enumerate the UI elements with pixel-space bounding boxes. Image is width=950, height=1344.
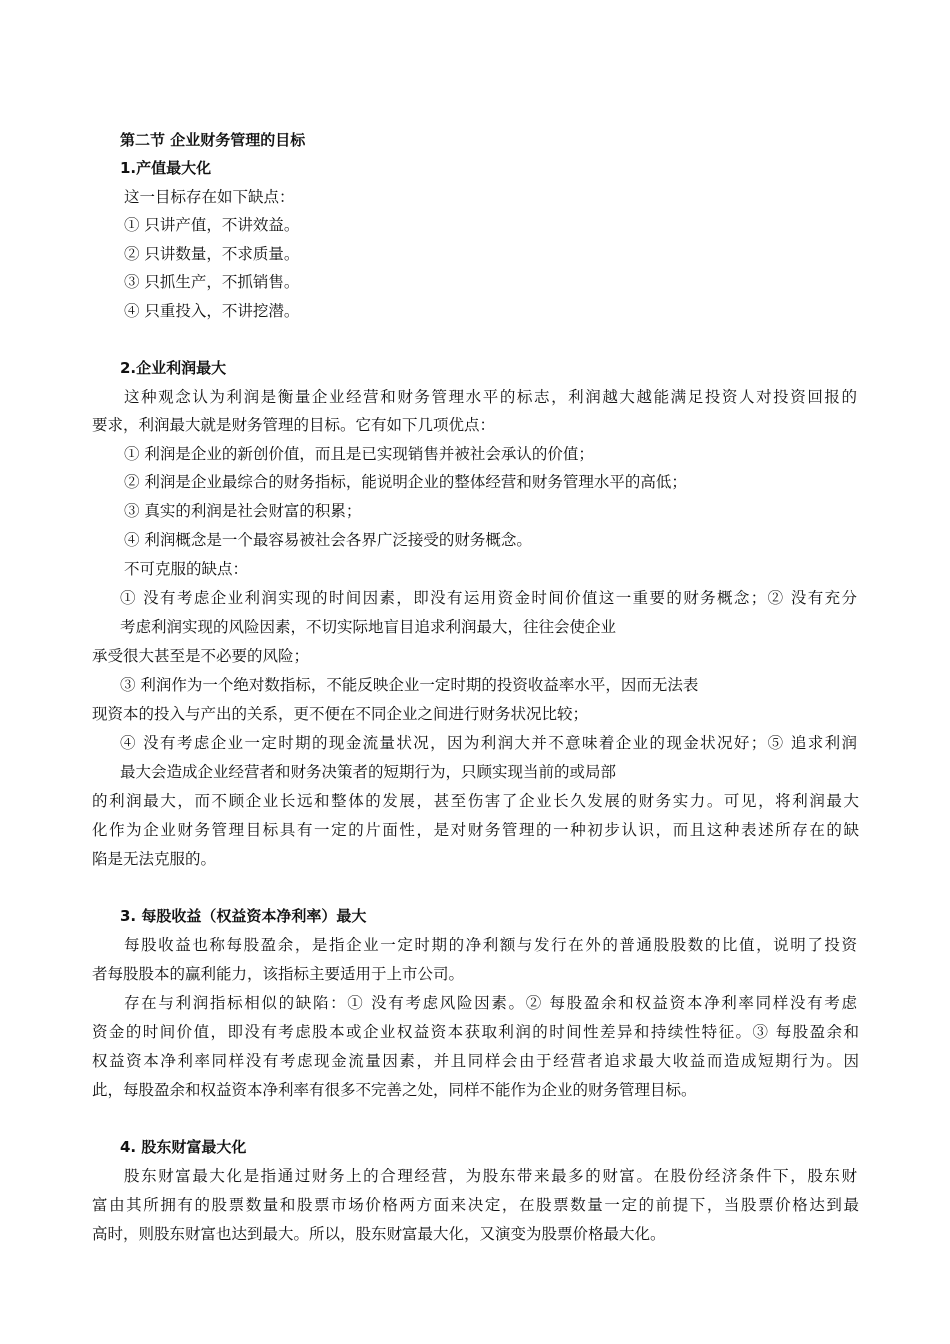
- s2-drawback-line: 最大会造成企业经营者和财务决策者的短期行为，只顾实现当前的或局部: [120, 763, 617, 781]
- s2-advantage-item: ④ 利润概念是一个最容易被社会各界广泛接受的财务概念。: [124, 531, 532, 549]
- s3-paragraph-line: 资金的时间价值，即没有考虑股本或企业权益资本获取利润的时间性差异和持续性特征。③ 每股盈余和: [92, 1023, 859, 1041]
- s2-drawback-line: 现资本的投入与产出的关系，更不便在不同企业之间进行财务状况比较；: [92, 705, 589, 723]
- s2-drawback-line: 的利润最大，而不顾企业长远和整体的发展，甚至伤害了企业长久发展的财务实力。可见，将利润最大: [92, 792, 859, 810]
- s4-paragraph-line: 股东财富最大化是指通过财务上的合理经营，为股东带来最多的财富。在股份经济条件下，股东财: [124, 1167, 857, 1185]
- s4-paragraph-line: 富由其所拥有的股票数量和股票市场价格两方面来决定，在股票数量一定的前提下，当股票价格达到最: [92, 1196, 859, 1214]
- s2-drawback-line: ① 没有考虑企业利润实现的时间因素，即没有运用资金时间价值这一重要的财务概念；② 没有充分: [120, 589, 857, 607]
- s1-item: ① 只讲产值，不讲效益。: [124, 216, 300, 234]
- heading-eps-maximization: 3. 每股收益（权益资本净利率）最大: [120, 907, 367, 925]
- s2-drawback-line: ④ 没有考虑企业一定时期的现金流量状况，因为利润大并不意味着企业的现金状况好；⑤ 追求利润: [120, 734, 857, 752]
- s3-paragraph-line: 此，每股盈余和权益资本净利率有很多不完善之处，同样不能作为企业的财务管理目标。: [92, 1081, 697, 1099]
- s2-drawback-line: ③ 利润作为一个绝对数指标，不能反映企业一定时期的投资收益率水平，因而无法表: [120, 676, 699, 694]
- s2-drawback-line: 化作为企业财务管理目标具有一定的片面性，是对财务管理的一种初步认识，而且这种表述所存在的缺: [92, 821, 859, 839]
- s2-drawbacks-title: 不可克服的缺点：: [124, 560, 249, 578]
- heading-profit-maximization: 2.企业利润最大: [120, 359, 227, 377]
- s2-advantage-item: ① 利润是企业的新创价值，而且是已实现销售并被社会承认的价值；: [124, 445, 594, 463]
- s2-drawback-line: 承受很大甚至是不必要的风险；: [92, 647, 310, 665]
- s1-item: ③ 只抓生产，不抓销售。: [124, 273, 300, 291]
- s3-paragraph-line: 权益资本净利率同样没有考虑现金流量因素，并且同样会由于经营者追求最大收益而造成短期行为。因: [92, 1052, 859, 1070]
- s4-paragraph-line: 高时，则股东财富也达到最大。所以，股东财富最大化，又演变为股票价格最大化。: [92, 1225, 666, 1243]
- heading-shareholder-wealth: 4. 股东财富最大化: [120, 1138, 247, 1156]
- s1-intro: 这一目标存在如下缺点：: [124, 188, 295, 206]
- heading-output-maximization: 1.产值最大化: [120, 159, 212, 177]
- s2-drawback-line: 考虑利润实现的风险因素，不切实际地盲目追求利润最大，往往会使企业: [120, 618, 617, 636]
- section-title: 第二节 企业财务管理的目标: [120, 131, 306, 149]
- s3-paragraph-line: 每股收益也称每股盈余，是指企业一定时期的净利额与发行在外的普通股股数的比值，说明了投资: [124, 936, 857, 954]
- s2-paragraph-line: 这种观念认为利润是衡量企业经营和财务管理水平的标志，利润越大越能满足投资人对投资回报的: [124, 388, 857, 406]
- s3-paragraph-line: 存在与利润指标相似的缺陷：① 没有考虑风险因素。② 每股盈余和权益资本净利率同样没有考虑: [124, 994, 857, 1012]
- s1-item: ④ 只重投入，不讲挖潜。: [124, 302, 300, 320]
- s3-paragraph-line: 者每股股本的赢利能力，该指标主要适用于上市公司。: [92, 965, 465, 983]
- s2-drawback-line: 陷是无法克服的。: [92, 850, 217, 868]
- s1-item: ② 只讲数量，不求质量。: [124, 245, 300, 263]
- s2-advantage-item: ② 利润是企业最综合的财务指标，能说明企业的整体经营和财务管理水平的高低；: [124, 473, 687, 491]
- s2-paragraph-line: 要求，利润最大就是财务管理的目标。它有如下几项优点：: [92, 416, 496, 434]
- s2-advantage-item: ③ 真实的利润是社会财富的积累；: [124, 502, 362, 520]
